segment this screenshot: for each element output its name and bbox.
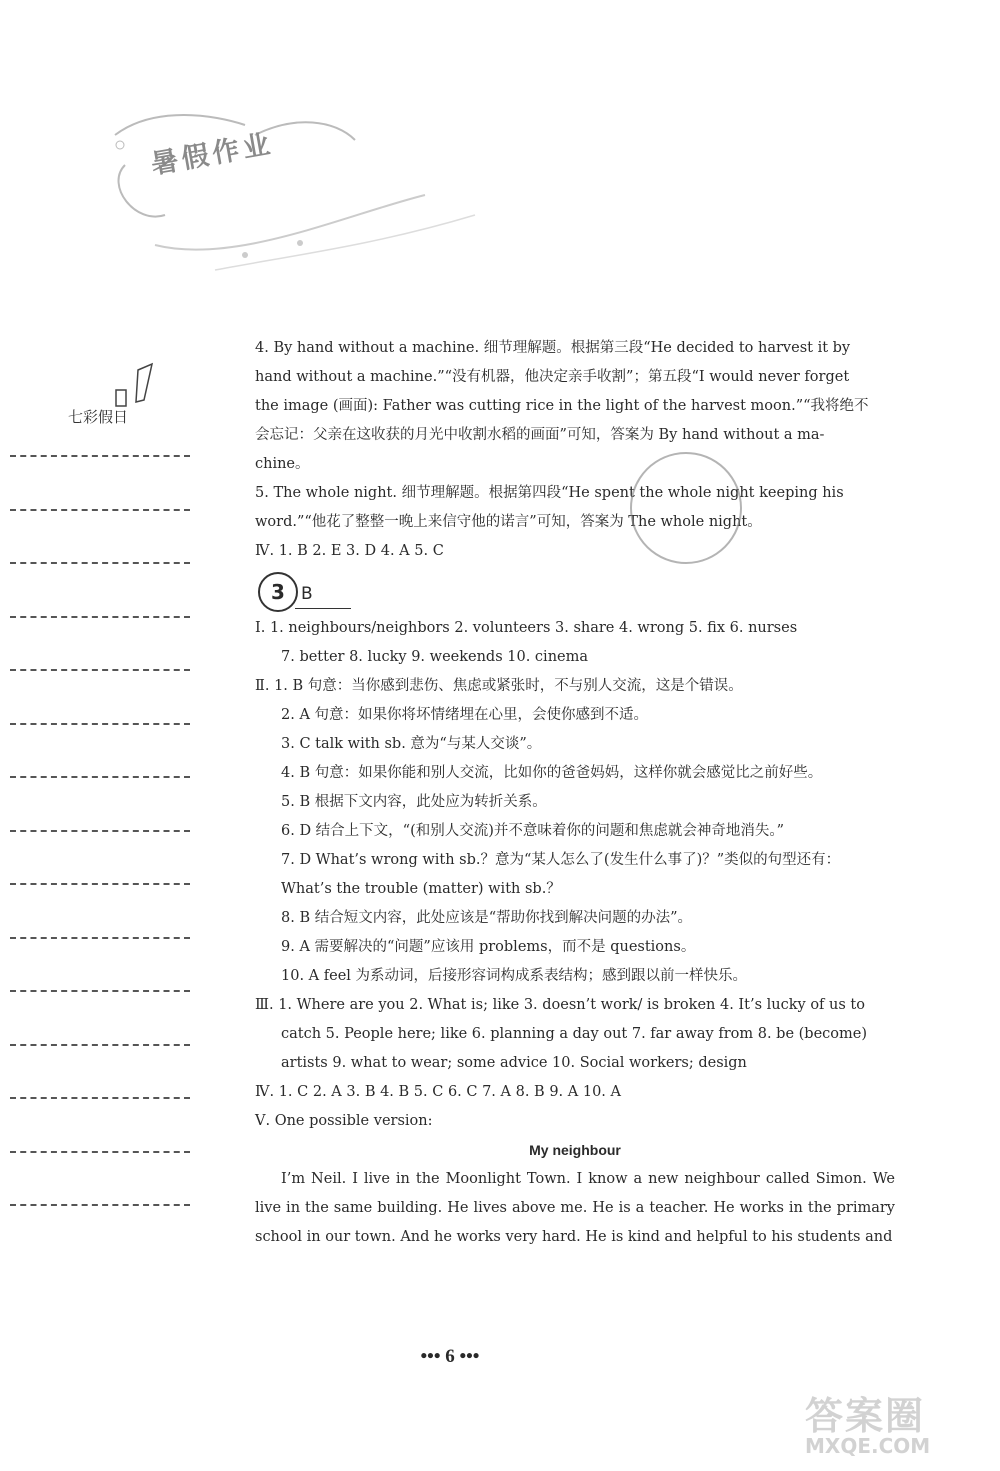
- answer-line: 7. D What’s wrong with sb.？意为“某人怎么了(发生什么事了)？”类似的句型还有：: [281, 852, 841, 868]
- note-line: [10, 1151, 190, 1153]
- answer-line: artists 9. what to wear; some advice 10. Social workers; design: [281, 1055, 747, 1071]
- section-number: 3: [258, 572, 298, 612]
- part-1-answers: [255, 614, 895, 672]
- part-4-answers: Ⅳ. 1. C 2. A 3. B 4. B 5. C 6. C 7. A 8. B 9. A 10. A: [255, 1084, 621, 1100]
- answer-line: 6. D 结合上下文，“(和别人交流)并不意味着你的问题和焦虑就会神奇地消失。”: [281, 823, 785, 839]
- answer-line: 9. A 需要解决的“问题”应该用 problems，而不是 questions。: [281, 939, 696, 955]
- note-line: [10, 669, 190, 671]
- answer-line: 2. A 句意：如果你将坏情绪埋在心里，会使你感到不适。: [281, 707, 649, 723]
- answer-line: Ⅲ. 1. Where are you 2. What is; like 3. doesn’t work/ is broken 4. It’s lucky of us to: [255, 997, 865, 1013]
- essay-title: My neighbour: [529, 1142, 621, 1158]
- section-letter: B: [301, 584, 313, 604]
- watermark-url: MXQE.COM: [805, 1434, 931, 1458]
- answer-line: 会忘记：父亲在这收获的月光中收割水稻的画面”可知，答案为 By hand without a ma-: [255, 427, 825, 443]
- answer-line: 10. A feel 为系动词，后接形容词构成系表结构；感到跟以前一样快乐。: [281, 968, 748, 984]
- answer-line: 5. B 根据下文内容，此处应为转折关系。: [281, 794, 547, 810]
- note-line: [10, 616, 190, 618]
- answer-line: 4. By hand without a machine. 细节理解题。根据第三段“He decided to harvest it by: [255, 340, 851, 356]
- answer-line: 8. B 结合短文内容，此处应该是“帮助你找到解决问题的办法”。: [281, 910, 693, 926]
- part-2-answers: [255, 672, 895, 991]
- answer-line: catch 5. People here; like 6. planning a day out 7. far away from 8. be (become): [281, 1026, 868, 1042]
- answer-line: 7. better 8. lucky 9. weekends 10. cinema: [281, 649, 589, 665]
- part-5-intro: Ⅴ. One possible version:: [255, 1113, 433, 1129]
- header-decoration: [95, 95, 485, 285]
- part-3-answers: [255, 991, 895, 1078]
- note-line: [10, 937, 190, 939]
- question-4-answer: [255, 334, 895, 479]
- note-line: [10, 1204, 190, 1206]
- answer-line: word.”“他花了整整一晚上来信守他的诺言”可知，答案为 The whole night。: [255, 514, 762, 530]
- site-watermark: [805, 1385, 990, 1460]
- section-iv-answers: Ⅳ. 1. B 2. E 3. D 4. A 5. C: [255, 543, 444, 559]
- answer-line: chine。: [255, 456, 310, 472]
- answer-line: 3. C talk with sb. 意为“与某人交谈”。: [281, 736, 542, 752]
- note-line: [10, 776, 190, 778]
- sidebar-brand-label: 七彩假日: [68, 408, 129, 426]
- page-number: ••• 6 •••: [420, 1346, 480, 1367]
- note-line: [10, 883, 190, 885]
- note-line: [10, 562, 190, 564]
- answer-line: What’s the trouble (matter) with sb.？: [281, 881, 561, 897]
- header-title: 暑假作业: [148, 128, 277, 181]
- answer-line: 4. B 句意：如果你能和别人交流，比如你的爸爸妈妈，这样你就会感觉比之前好些。: [281, 765, 823, 781]
- essay-text: I’m Neil. I live in the Moonlight Town. I know a new neighbour called Simon. We live in the same building. He lives above me. He is a teacher. He works in the primary school in our town. And he works very hard. He is kind and helpful to his students and: [255, 1171, 895, 1245]
- note-line: [10, 990, 190, 992]
- note-line: [10, 1044, 190, 1046]
- watermark-cn: 答案圈: [805, 1394, 926, 1438]
- answer-line: Ⅰ. 1. neighbours/neighbors 2. volunteers 3. share 4. wrong 5. fix 6. nurses: [255, 620, 798, 636]
- note-line: [10, 1097, 190, 1099]
- note-line: [10, 455, 190, 457]
- answer-line: 5. The whole night. 细节理解题。根据第四段“He spent the whole night keeping his: [255, 485, 844, 501]
- note-line: [10, 509, 190, 511]
- answer-content: [255, 334, 895, 1252]
- question-5-answer: [255, 479, 895, 537]
- answer-line: hand without a machine.”“没有机器，他决定亲手收割”；第五段“I would never forget: [255, 369, 850, 385]
- section-3-badge: [255, 566, 895, 614]
- answer-line: Ⅱ. 1. B 句意：当你感到悲伤、焦虑或紧张时，不与别人交流，这是个错误。: [255, 678, 743, 694]
- note-line: [10, 830, 190, 832]
- note-line: [10, 723, 190, 725]
- answer-line: the image (画面): Father was cutting rice in the light of the harvest moon.”“我将绝不: [255, 398, 869, 414]
